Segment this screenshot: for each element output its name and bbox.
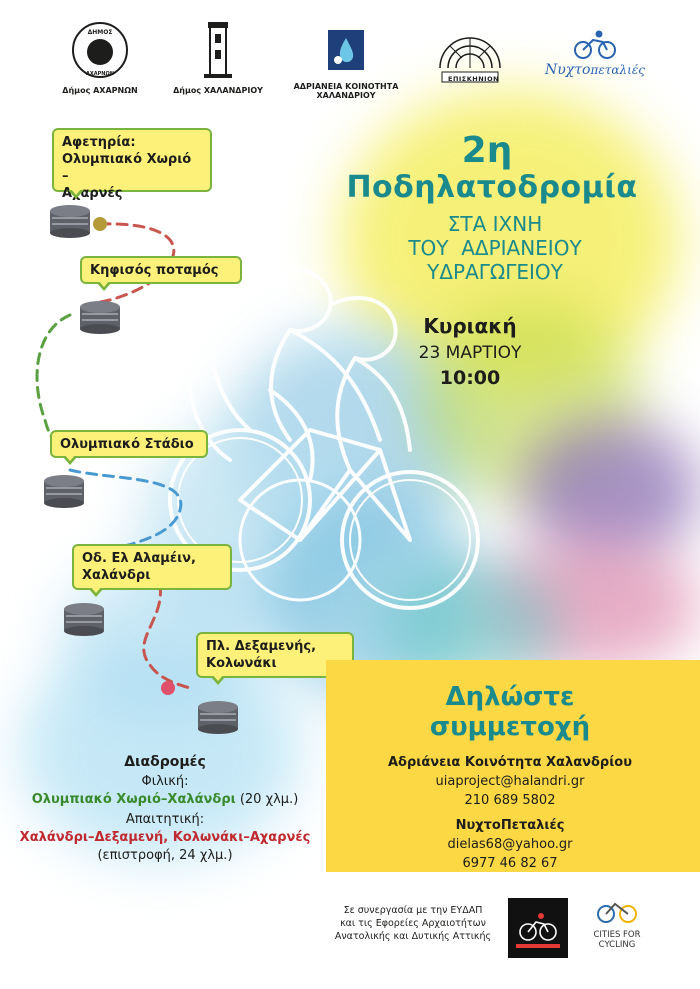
hard-route-label: Απαιτητική: [125,812,205,827]
org2-name: ΝυχτοΠεταλιές [455,818,565,833]
stop-bubble-el-alamein [72,544,232,590]
stop-marker-icon [42,474,86,508]
org1-name: Αδριάνεια Κοινότητα Χαλανδρίου [387,755,633,770]
partners-line-1: Σε συνεργασία με την ΕΥΔΑΠ [343,905,483,916]
stop-bubble-kifisos [80,256,242,284]
subtitle-line-1: ΣΤΑ ΙΧΝΗ [447,212,543,236]
stop-label: Αχαρνές [62,186,123,201]
logo-adrianeia-caption: ΑΔΡΙΑΝΕΙΑ ΚΟΙΝΟΤΗΤΑ ΧΑΛΑΝΔΡΙΟΥ [293,82,399,100]
stop-label: Ολυμπιακό Χωριό – [62,152,192,184]
logo-acharnes-caption: Δήμος ΑΧΑΡΝΩΝ [62,86,138,95]
stop-marker-icon [62,602,106,636]
partner-logo-cities-for-cycling [582,898,652,960]
stop-label: Κολωνάκι [206,656,277,671]
logo-episkinion-caption: ΕΠΙΣΚΗΝΙΟΝ [448,75,500,83]
subtitle-line-3: ΥΔΡΑΓΩΓΕΙΟΥ [427,260,563,284]
stop-label: Οδ. Ελ Αλαμέιν, [82,551,196,566]
hard-route-name: Χαλάνδρι–Δεξαμενή, Κολωνάκι–Αχαρνές [19,830,311,845]
stop-label: Αφετηρία: [62,135,136,150]
org1-phone: 210 689 5802 [464,793,556,808]
easy-route [0,792,330,807]
registration-heading [340,682,680,742]
routes-heading: Διαδρομές [124,754,206,770]
partners-text [328,904,498,943]
stop-bubble-stadium [50,430,208,458]
partners-line-2: και τις Εφορείες Αρχαιοτήτων [340,918,486,929]
stop-marker-icon [78,300,122,334]
svg-text:ΑΧΑΡΝΩΝ: ΑΧΑΡΝΩΝ [86,71,114,77]
stop-label: Ολυμπιακό Στάδιο [60,437,194,452]
org1-email-link[interactable]: uiaproject@halandri.gr [435,774,585,789]
org2-email-link[interactable]: dielas68@yahoo.gr [447,837,573,852]
registration-heading-line-1: Δηλώστε [445,682,575,712]
stop-label: Χαλάνδρι [82,568,151,583]
logo-nychto-word2: πεταλιές [590,63,645,77]
stop-marker-icon [196,700,240,734]
hard-route-note: (επιστροφή, 24 χλμ.) [97,848,233,863]
easy-route-name: Ολυμπιακό Χωριό–Χαλάνδρι [31,792,236,807]
easy-route-distance: (20 χλμ.) [239,792,299,807]
bike-club-logo-icon [508,898,568,958]
cities-for-cycling-icon [595,898,639,926]
stop-bubble-start [52,128,212,201]
logo-nychto-word1: Νυχτο [545,62,591,78]
event-time: 10:00 [439,367,501,389]
event-day: Κυριακή [423,314,517,338]
page-title: Ποδηλατοδρομία [346,170,638,205]
route-end-dot [161,681,175,695]
partners-line-3: Ανατολικής και Δυτικής Αττικής [334,931,492,942]
subtitle-line-2: ΤΟΥ ΑΔΡΙΑΝΕΙΟΥ [408,236,582,260]
stop-marker-icon [48,204,92,238]
org2-phone: 6977 46 82 67 [462,856,558,871]
cities-for-cycling-line-2: CYCLING [598,940,636,950]
stop-label: Κηφισός ποταμός [90,263,219,278]
event-date: 23 ΜΑΡΤΙΟΥ [418,343,522,363]
svg-text:ΔΗΜΟΣ: ΔΗΜΟΣ [87,29,113,36]
stop-label: Πλ. Δεξαμενής, [206,639,317,654]
cities-for-cycling-line-1: CITIES FOR [593,930,641,940]
partner-logo-bike-club [508,898,568,958]
registration-heading-line-2: συμμετοχή [429,712,591,742]
edition-number: 2η [461,130,513,171]
logo-chalandri-caption: Δήμος ΧΑΛΑΝΔΡΙΟΥ [173,86,263,95]
easy-route-label: Φιλική: [141,774,189,789]
route-start-dot [93,217,107,231]
